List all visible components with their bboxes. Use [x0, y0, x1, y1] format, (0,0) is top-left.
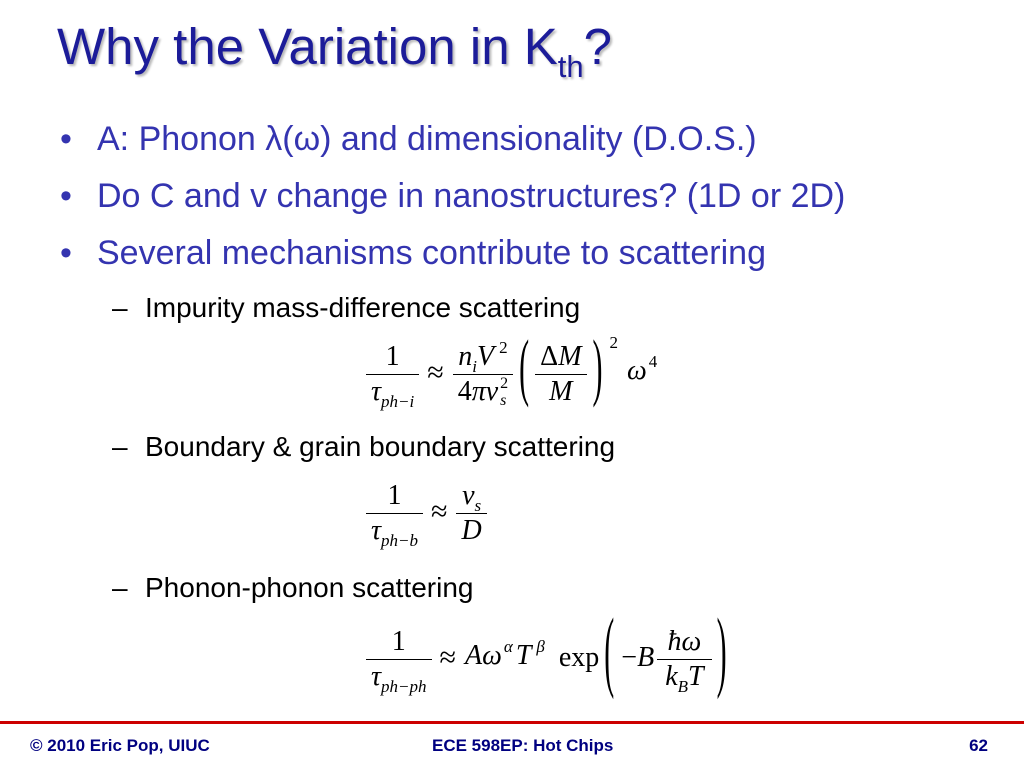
- phonon-phonon-scattering-equation: [366, 601, 732, 701]
- tau-symbol: τ: [371, 376, 382, 407]
- tau-subscript: ph−ph: [381, 677, 427, 696]
- A-symbol: A: [464, 640, 483, 671]
- bullet-marker: •: [60, 177, 72, 215]
- exp-function: exp: [558, 641, 600, 673]
- slide-title: [57, 18, 613, 84]
- sub-bullet-text: Phonon-phonon scattering: [145, 572, 474, 603]
- approx-sign: ≈: [439, 640, 456, 674]
- title-text: Why the Variation in K: [57, 18, 558, 75]
- minus-sign: −: [621, 641, 638, 673]
- bullet-item-scattering-mechanisms: [0, 236, 1024, 270]
- fraction-denominator: [535, 374, 586, 409]
- tau-subscript: ph−i: [381, 392, 415, 411]
- numerator-one: 1: [391, 626, 406, 657]
- velocity-subscript: s: [474, 496, 482, 515]
- tau-symbol: τ: [371, 661, 382, 692]
- pi-symbol: π: [471, 376, 486, 407]
- footer-copyright: © 2010 Eric Pop, UIUC: [30, 736, 210, 755]
- fraction-numerator: [535, 340, 586, 374]
- mass-symbol: M: [549, 376, 573, 407]
- footer-divider: [0, 721, 1024, 724]
- fraction-denominator: [456, 513, 486, 548]
- V-exponent: 2: [499, 338, 508, 357]
- fraction-denominator: [657, 659, 711, 694]
- temperature-symbol: T: [515, 640, 532, 671]
- fraction-numerator: [366, 340, 419, 374]
- right-parenthesis: ): [716, 601, 727, 701]
- fraction-denominator: [366, 513, 423, 548]
- mass-ratio-fraction: [535, 340, 586, 409]
- fraction-numerator: [366, 479, 423, 513]
- hbar-symbol: ħ: [667, 626, 682, 657]
- sub-bullet-text: Boundary & grain boundary scattering: [145, 431, 616, 462]
- footer-course-title: ECE 598EP: Hot Chips: [432, 736, 614, 755]
- title-question-mark: ?: [583, 18, 613, 75]
- n-subscript: i: [472, 357, 477, 376]
- prefactor-fraction: [453, 340, 513, 409]
- numerator-one: 1: [387, 480, 402, 511]
- omega-symbol: ω: [627, 355, 647, 386]
- approx-sign: ≈: [427, 355, 444, 389]
- minus-B-term: [621, 641, 654, 675]
- fraction-denominator: [366, 374, 419, 409]
- right-parenthesis: ): [592, 326, 603, 409]
- bullet-text: Do C and v change in nanostructures? (1D or 2D): [97, 177, 846, 215]
- energy-ratio-fraction: [657, 625, 711, 694]
- velocity-over-size-fraction: [456, 479, 486, 548]
- sub-bullet-text: Impurity mass-difference scattering: [145, 292, 581, 323]
- velocity-symbol: v: [462, 480, 475, 511]
- bullet-text: A: Phonon λ(ω) and dimensionality (D.O.S.): [97, 120, 757, 158]
- sub-bullet-boundary: [0, 433, 1024, 461]
- fraction-denominator: [366, 659, 432, 694]
- impurity-scattering-equation: [366, 326, 658, 411]
- velocity-subscript: s: [500, 392, 507, 409]
- delta-symbol: Δ: [540, 341, 559, 372]
- fraction-numerator: [657, 625, 711, 659]
- omega-term: [627, 354, 657, 391]
- bullet-marker: •: [60, 120, 72, 158]
- velocity-symbol: v: [485, 376, 499, 407]
- sub-bullet-marker: –: [112, 431, 128, 462]
- k-symbol: k: [665, 661, 678, 692]
- tau-subscript: ph−b: [381, 531, 419, 550]
- inverse-lifetime-fraction: [366, 340, 419, 409]
- sub-bullet-marker: –: [112, 572, 128, 603]
- B-symbol: B: [637, 641, 655, 673]
- size-symbol: D: [461, 515, 482, 546]
- power-law-term: [465, 639, 545, 676]
- numerator-one: 1: [385, 341, 400, 372]
- coefficient: 4: [457, 376, 472, 407]
- ratio-exponent: 2: [609, 333, 619, 352]
- slide-number: 62: [969, 736, 988, 755]
- bullet-text: Several mechanisms contribute to scattering: [97, 234, 766, 272]
- inverse-lifetime-fraction: [366, 479, 423, 548]
- fraction-denominator: [453, 374, 513, 409]
- fraction-numerator: [456, 479, 486, 513]
- n-symbol: n: [458, 341, 473, 372]
- approx-sign: ≈: [431, 494, 448, 528]
- boundary-scattering-equation: [366, 479, 487, 548]
- beta-exponent: β: [536, 637, 545, 656]
- temperature-symbol: T: [688, 661, 704, 692]
- k-subscript: B: [677, 677, 689, 696]
- omega-exponent: 4: [648, 352, 658, 371]
- bullet-item-nanostructures: [0, 179, 1024, 213]
- sub-bullet-marker: –: [112, 292, 128, 323]
- mass-symbol: M: [558, 341, 582, 372]
- omega-symbol: ω: [482, 640, 502, 671]
- omega-symbol: ω: [681, 626, 702, 657]
- bullet-marker: •: [60, 234, 72, 272]
- velocity-exponent: 2: [500, 375, 509, 392]
- left-parenthesis: (: [604, 601, 615, 701]
- sub-bullet-phonon-phonon: [0, 574, 1024, 602]
- bullet-item-phonon-dispersion: [0, 122, 1024, 156]
- title-subscript: th: [557, 49, 584, 84]
- fraction-numerator: [453, 340, 513, 374]
- inverse-lifetime-fraction: [366, 625, 432, 694]
- V-symbol: V: [477, 341, 495, 372]
- fraction-numerator: [366, 625, 432, 659]
- left-parenthesis: (: [519, 326, 530, 409]
- tau-symbol: τ: [371, 515, 382, 546]
- alpha-exponent: α: [503, 637, 513, 656]
- sub-bullet-impurity: [0, 294, 1024, 322]
